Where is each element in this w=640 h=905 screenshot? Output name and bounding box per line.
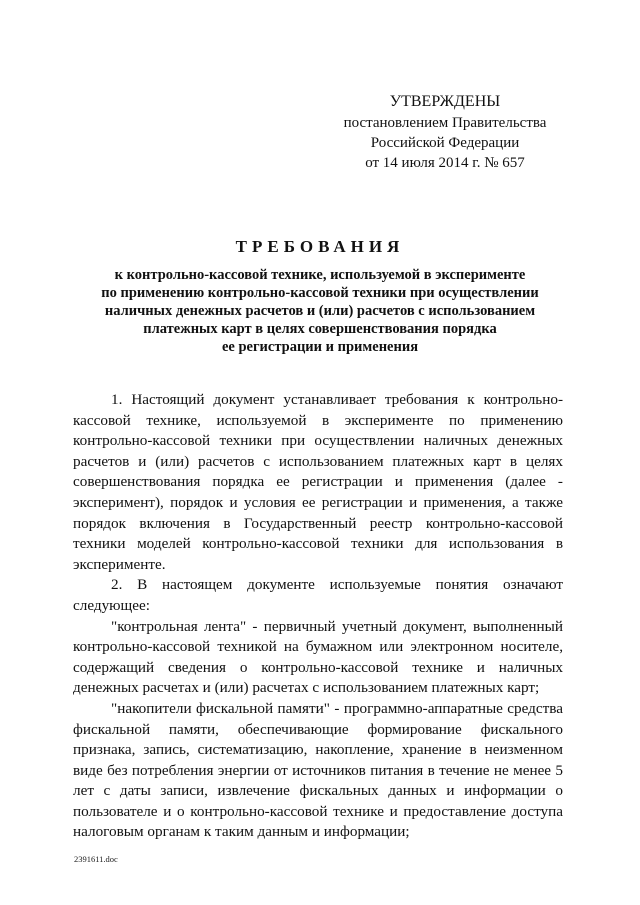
subtitle-line: по применению контрольно-кассовой техники при осуществлении [101, 285, 539, 301]
approval-line: от 14 июля 2014 г. № 657 [365, 155, 525, 171]
subtitle-line: наличных денежных расчетов и (или) расчетов с использованием [104, 303, 536, 319]
approval-line: постановлением Правительства [343, 115, 547, 131]
subtitle-line: платежных карт в целях совершенствования порядка [143, 321, 497, 337]
approval-heading: УТВЕРЖДЕНЫ [389, 93, 501, 110]
definition-control-tape: "контрольная лента" - первичный учетный документ, выполненный контрольно-кассовой техникой на бумажном или электронном носителе, содержащий сведения о контрольно-кассовой технике и наличных денежных расчетах и (или) расчетах с использованием платежных карт; [73, 617, 563, 697]
definition-fiscal-memory: "накопители фискальной памяти" - программно-аппаратные средства фискальной памяти, обеспечивающие формирование фискального признака, запись, систематизацию, накопление, хранение в неизменном виде без потребления энергии от источников питания в течение не менее 5 лет с даты записи, извлечение фискальных данных и информации о пользователе и о контрольно-кассовой технике и предоставление доступа налоговым органам к таким данным и информации; [73, 699, 563, 841]
approval-block [330, 92, 560, 173]
approval-line: Российской Федерации [370, 135, 520, 151]
document-subtitle [60, 266, 580, 356]
document-title: ТРЕБОВАНИЯ [235, 237, 405, 256]
subtitle-line: ее регистрации и применения [221, 339, 419, 355]
document-body [73, 390, 563, 843]
paragraph-2: 2. В настоящем документе используемые понятия означают следующее: [73, 576, 563, 614]
file-code: 2391611.doc [74, 854, 118, 864]
paragraph-1: 1. Настоящий документ устанавливает требования к контрольно-кассовой технике, используемой в эксперименте по применению контрольно-кассовой техники при осуществлении наличных денежных расчетов и (или) расчетов с использованием платежных карт в целях совершенствования порядка ее регистрации и применения (далее - эксперимент), порядок и условия ее регистрации и применения, а также порядок включения в Государственный реестр контрольно-кассовой техники моделей контрольно-кассовой техники для использования в эксперименте. [73, 391, 563, 573]
subtitle-line: к контрольно-кассовой технике, используемой в эксперименте [114, 267, 526, 283]
